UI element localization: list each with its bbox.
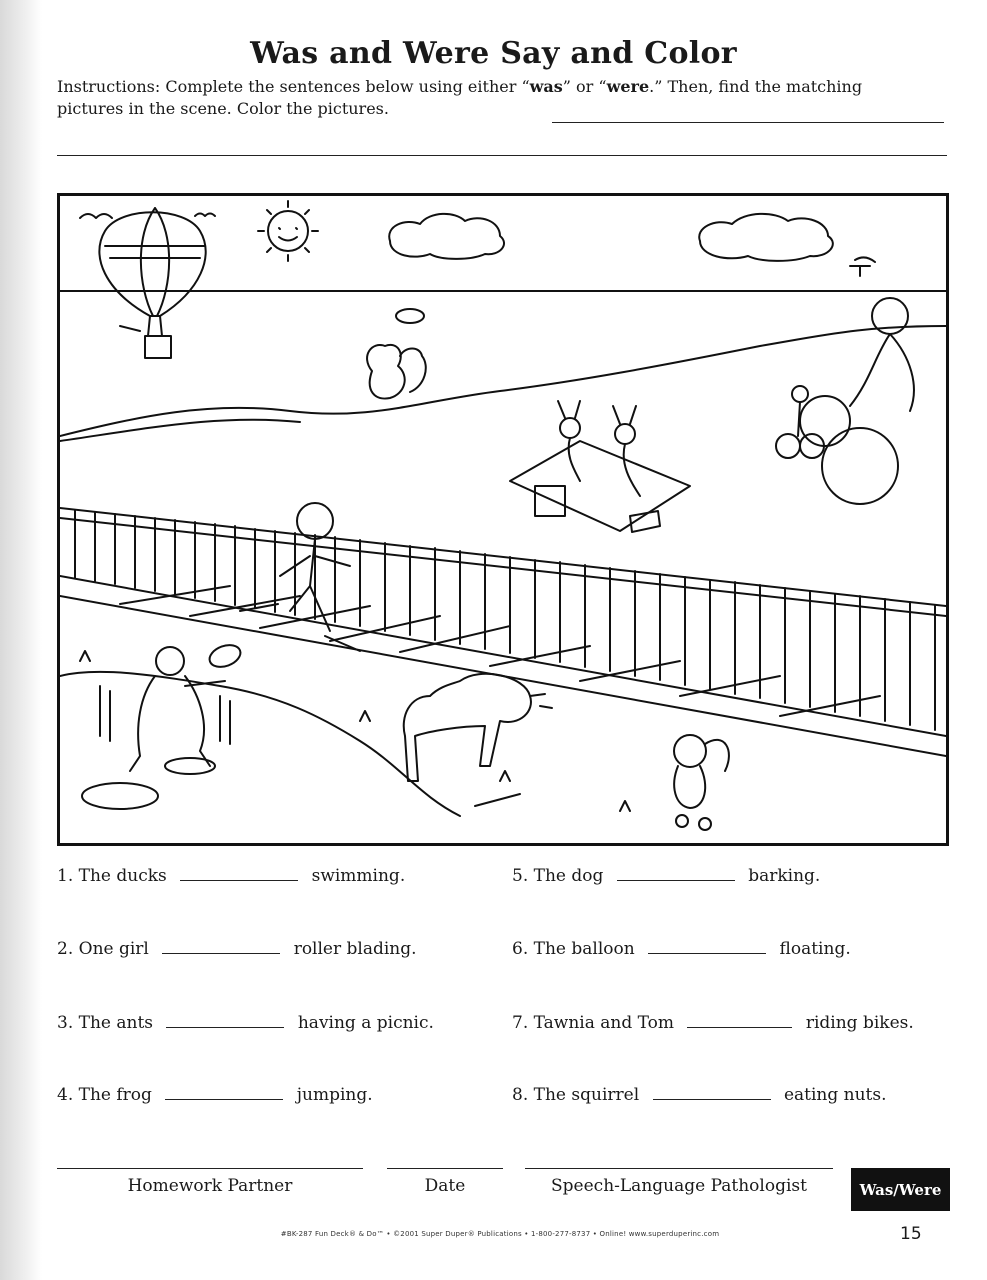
hill-line [60,326,946,436]
sentence-subject: The squirrel [533,1085,640,1105]
sentence-number: 5. [512,866,529,886]
page-number: 15 [900,1224,922,1244]
sentence-number: 8. [512,1085,529,1105]
sentence-number: 2. [57,939,74,959]
answer-blank[interactable] [162,940,280,954]
sentence-subject: The frog [78,1085,152,1105]
answer-blank[interactable] [180,867,298,881]
sentence-predicate: eating nuts. [783,1085,887,1105]
homework-partner-line[interactable] [57,1168,363,1169]
answer-line[interactable] [57,155,947,156]
sentence-predicate: jumping. [296,1085,373,1105]
railing-posts [75,510,935,730]
cloud-right-icon [699,214,833,261]
name-line[interactable] [552,122,944,123]
sentence-8 [512,1085,887,1105]
homework-partner-label: Homework Partner [127,1176,293,1196]
answer-blank[interactable] [617,867,735,881]
signature-area [57,1168,957,1228]
slp-line[interactable] [525,1168,833,1169]
football-icon [207,641,244,671]
bird-icon [80,214,112,218]
coloring-scene [57,193,949,846]
sentence-predicate: barking. [748,866,821,886]
ducks-icon [367,309,426,399]
instructions-part1: Instructions: Complete the sentences below using either “ [57,77,530,96]
instructions-part2: ” or “ [562,77,607,96]
railing-icon [60,508,946,736]
instructions [57,76,917,120]
sun-icon [258,201,318,261]
ants-picnic-icon [510,401,690,532]
sentence-3 [57,1013,434,1033]
sentence-subject: The balloon [533,939,635,959]
was-were-badge: Was/Were [851,1168,950,1211]
footer-copyright: #BK-287 Fun Deck® & Do™ • ©2001 Super Duper® Publications • 1-800-277-8737 • Online! www.superduperinc.com [280,1230,720,1238]
sentence-7 [512,1013,914,1033]
sentence-number: 6. [512,939,529,959]
date-line[interactable] [387,1168,503,1169]
sentence-number: 3. [57,1013,74,1033]
instructions-word-was: was [529,77,563,96]
answer-blank[interactable] [648,940,766,954]
bird-icon-2 [195,214,215,217]
sentence-2 [57,939,417,959]
slp-label: Speech-Language Pathologist [551,1176,807,1196]
scene-drawing [60,196,946,843]
sentence-6 [512,939,851,959]
sentence-predicate: floating. [779,939,851,959]
sidewalk-edge [60,596,946,816]
page-edge-shadow [0,0,42,1280]
page-title: Was and Were Say and Color [250,36,737,71]
balloon-icon [99,208,205,358]
sentence-subject: The ants [78,1013,154,1033]
sentence-5 [512,866,820,886]
cloud-left-icon [389,214,504,259]
answer-blank[interactable] [165,1086,283,1100]
sentence-1 [57,866,405,886]
sentence-predicate: swimming. [311,866,406,886]
rollerblade-girl-icon [240,503,360,651]
grass-tufts [80,651,630,811]
sentence-number: 4. [57,1085,74,1105]
answer-blank[interactable] [653,1086,771,1100]
sentence-number: 1. [57,866,74,886]
sentence-subject: Tawnia and Tom [533,1013,675,1033]
sentence-predicate: roller blading. [293,939,417,959]
hill-line-inner [60,420,300,441]
sentence-subject: The dog [533,866,604,886]
answer-blank[interactable] [166,1014,284,1028]
sentence-subject: One girl [78,939,149,959]
sentence-4 [57,1085,373,1105]
sidewalk-seams [120,586,880,716]
answer-blank[interactable] [687,1014,792,1028]
sentence-list [57,866,957,1126]
cattails-icon [100,686,230,744]
sentence-predicate: riding bikes. [805,1013,914,1033]
date-label: Date [424,1176,466,1196]
instructions-word-were: were [606,77,650,96]
squirrel-icon [674,735,729,830]
instructions-part3: .” Then, find the matching pictures in the scene. Color the pictures. [57,77,863,118]
sentence-predicate: having a picnic. [297,1013,434,1033]
bike-riders-icon [776,257,914,504]
sentence-number: 7. [512,1013,529,1033]
dog-icon [404,674,552,806]
sentence-subject: The ducks [78,866,167,886]
